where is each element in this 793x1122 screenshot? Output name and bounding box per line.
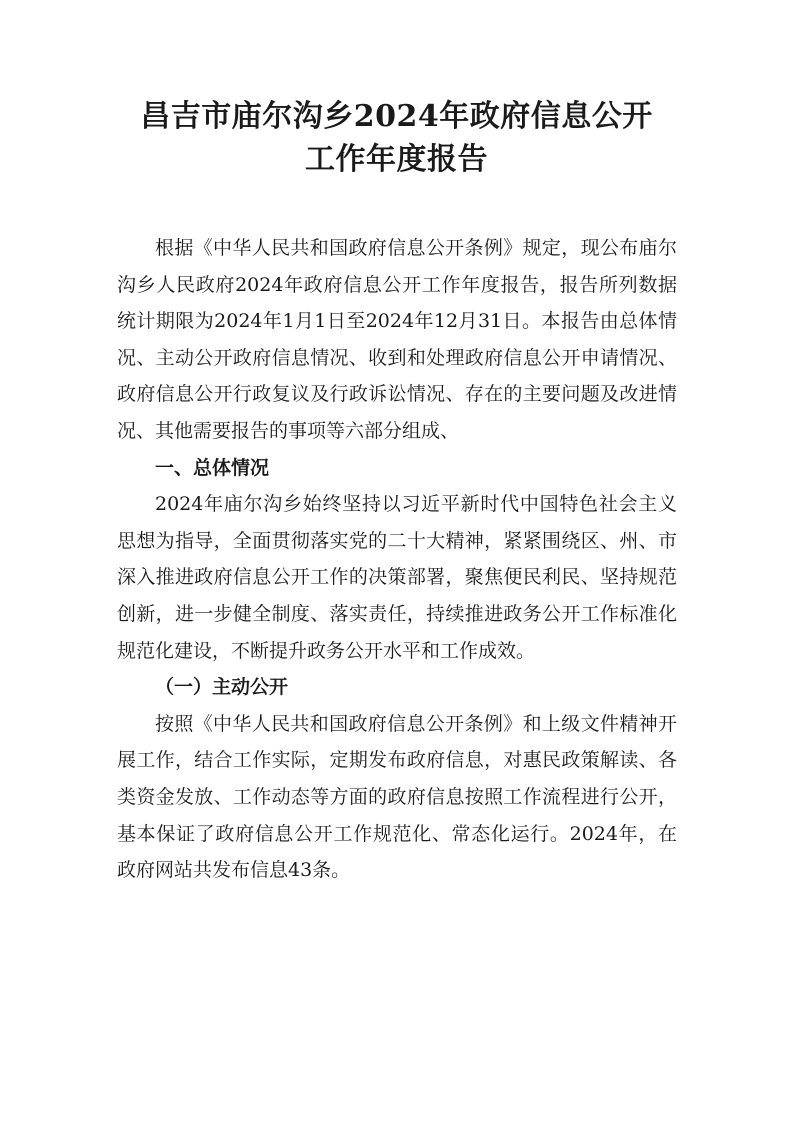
document-title-line1: 昌吉市庙尔沟乡2024年政府信息公开 — [140, 99, 653, 134]
proactive-paragraph: 按照《中华人民共和国政府信息公开条例》和上级文件精神开展工作，结合工作实际，定期发布政府信息，对惠民政策解读、各类资金发放、工作动态等方面的政府信息按照工作流程进行公开，基本保证了政府信息公开工作规范化、常态化运行。2024年，在政府网站共发布信息43条。 — [117, 712, 677, 882]
document-body — [117, 230, 677, 889]
intro-paragraph: 根据《中华人民共和国政府信息公开条例》规定，现公布庙尔沟乡人民政府2024年政府信息公开工作年度报告，报告所列数据统计期限为2024年1月1日至2024年12月31日。本报告由总体情况、主动公开政府信息情况、收到和处理政府信息公开申请情况、政府信息公开行政复议及行政诉讼情况、存在的主要问题及改进情况、其他需要报告的事项等六部分组成、 — [117, 237, 677, 442]
subsection-heading-proactive: （一）主动公开 — [155, 676, 289, 699]
document-title-line2: 工作年度报告 — [305, 142, 488, 177]
overall-paragraph: 2024年庙尔沟乡始终坚持以习近平新时代中国特色社会主义思想为指导，全面贯彻落实党的二十大精神，紧紧围绕区、州、市深入推进政府信息公开工作的决策部署，聚焦便民利民、坚持规范创新，进一步健全制度、落实责任，持续推进政务公开工作标准化规范化建设，不断提升政务公开水平和工作成效。 — [117, 493, 677, 662]
section-heading-overall: 一、总体情况 — [155, 456, 270, 479]
